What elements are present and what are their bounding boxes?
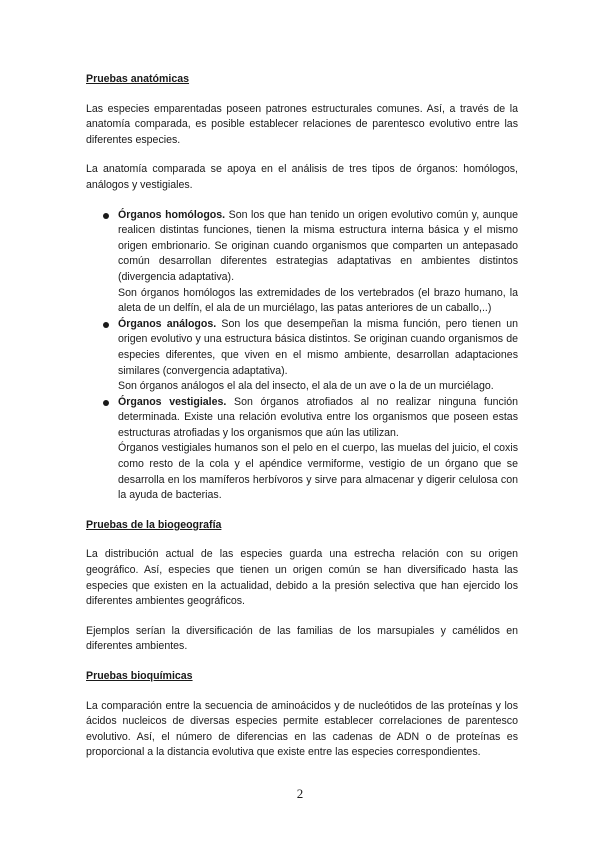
section-heading-biochemistry: Pruebas bioquímicas <box>86 670 193 682</box>
example-vestigial: Órganos vestigiales humanos son el pelo en el cuerpo, las muelas del juicio, el coxis como resto de la cola y el apéndice vermiforme, vestigio de un órgano que se desarrolla en los mamíferos herbívoros y sirve para almacenar y digerir celulosa con la ayuda de bacterias. <box>118 442 518 502</box>
example-homologous: Son órganos homólogos las extremidades de los vertebrados (el brazo humano, la aleta de un delfín, el ala de un murciélago, las patas anteriores de un caballo,..) <box>118 286 518 315</box>
organ-types-list <box>86 208 518 504</box>
definition-analogous: Son los que desempeñan la misma función, pero tienen un origen evolutivo y una estructura básica distintos. Se originan cuando organismos de especies diferentes, que viven en el mismo ambiente, desarrollan adaptaciones similares (convergencia adaptativa). <box>118 317 518 377</box>
term-vestigial: Órganos vestigiales. <box>118 395 227 408</box>
paragraph-biochemistry: La comparación entre la secuencia de aminoácidos y de nucleótidos de las proteínas y los ácidos nucleicos de diversas especies permite establecer correlaciones de parentesco evolutivo. Así, el número de diferencias en las cadenas de ADN o de proteínas es proporcional a la distancia evolutiva que existe entre las especies correspondientes. <box>86 699 518 759</box>
bullet-icon <box>103 322 109 328</box>
definition-homologous: Son los que han tenido un origen evolutivo común y, aunque realicen distintas funciones, tienen la misma estructura interna básica y el mismo origen embrionario. Se originan cuando organismos que comparten un antepasado común desarrollan diferentes estrategias adaptativas en ambientes distintos (divergencia adaptativa). <box>118 208 518 283</box>
document-page <box>86 72 518 775</box>
term-homologous: Órganos homólogos. <box>118 208 226 221</box>
page-number: 2 <box>296 786 304 801</box>
bullet-icon <box>103 213 109 219</box>
paragraph-biogeography: La distribución actual de las especies guarda una estrecha relación con su origen geográfico. Así, especies que tienen un origen común se han diversificado hasta las especies que existen en la actualidad, debido a la presión selectiva que han ejercido los diferentes ambientes geográficos. <box>86 548 518 608</box>
list-item-analogous <box>86 317 518 395</box>
paragraph-biogeography-examples: Ejemplos serían la diversificación de las familias de los marsupiales y camélidos en diferentes ambientes. <box>86 624 518 653</box>
section-heading-biogeography: Pruebas de la biogeografía <box>86 518 222 531</box>
list-item-vestigial <box>86 395 518 504</box>
term-analogous: Órganos análogos. <box>118 317 217 330</box>
list-item-homologous <box>86 208 518 317</box>
section-heading-anatomy: Pruebas anatómicas <box>86 73 190 85</box>
definition-vestigial: Son órganos atrofiados al no realizar ninguna función determinada. Existe una relación evolutiva entre los organismos que poseen estas estructuras atrofiadas y los organismos que aún las utilizan. <box>118 395 518 439</box>
paragraph-anatomy-intro: Las especies emparentadas poseen patrones estructurales comunes. Así, a través de la anatomía comparada, es posible establecer relaciones de parentesco evolutivo entre las diferentes especies. <box>86 102 518 146</box>
bullet-icon <box>103 400 109 406</box>
example-analogous: Son órganos análogos el ala del insecto, el ala de un ave o la de un murciélago. <box>118 380 494 393</box>
paragraph-organ-types: La anatomía comparada se apoya en el análisis de tres tipos de órganos: homólogos, análogos y vestigiales. <box>86 163 518 191</box>
